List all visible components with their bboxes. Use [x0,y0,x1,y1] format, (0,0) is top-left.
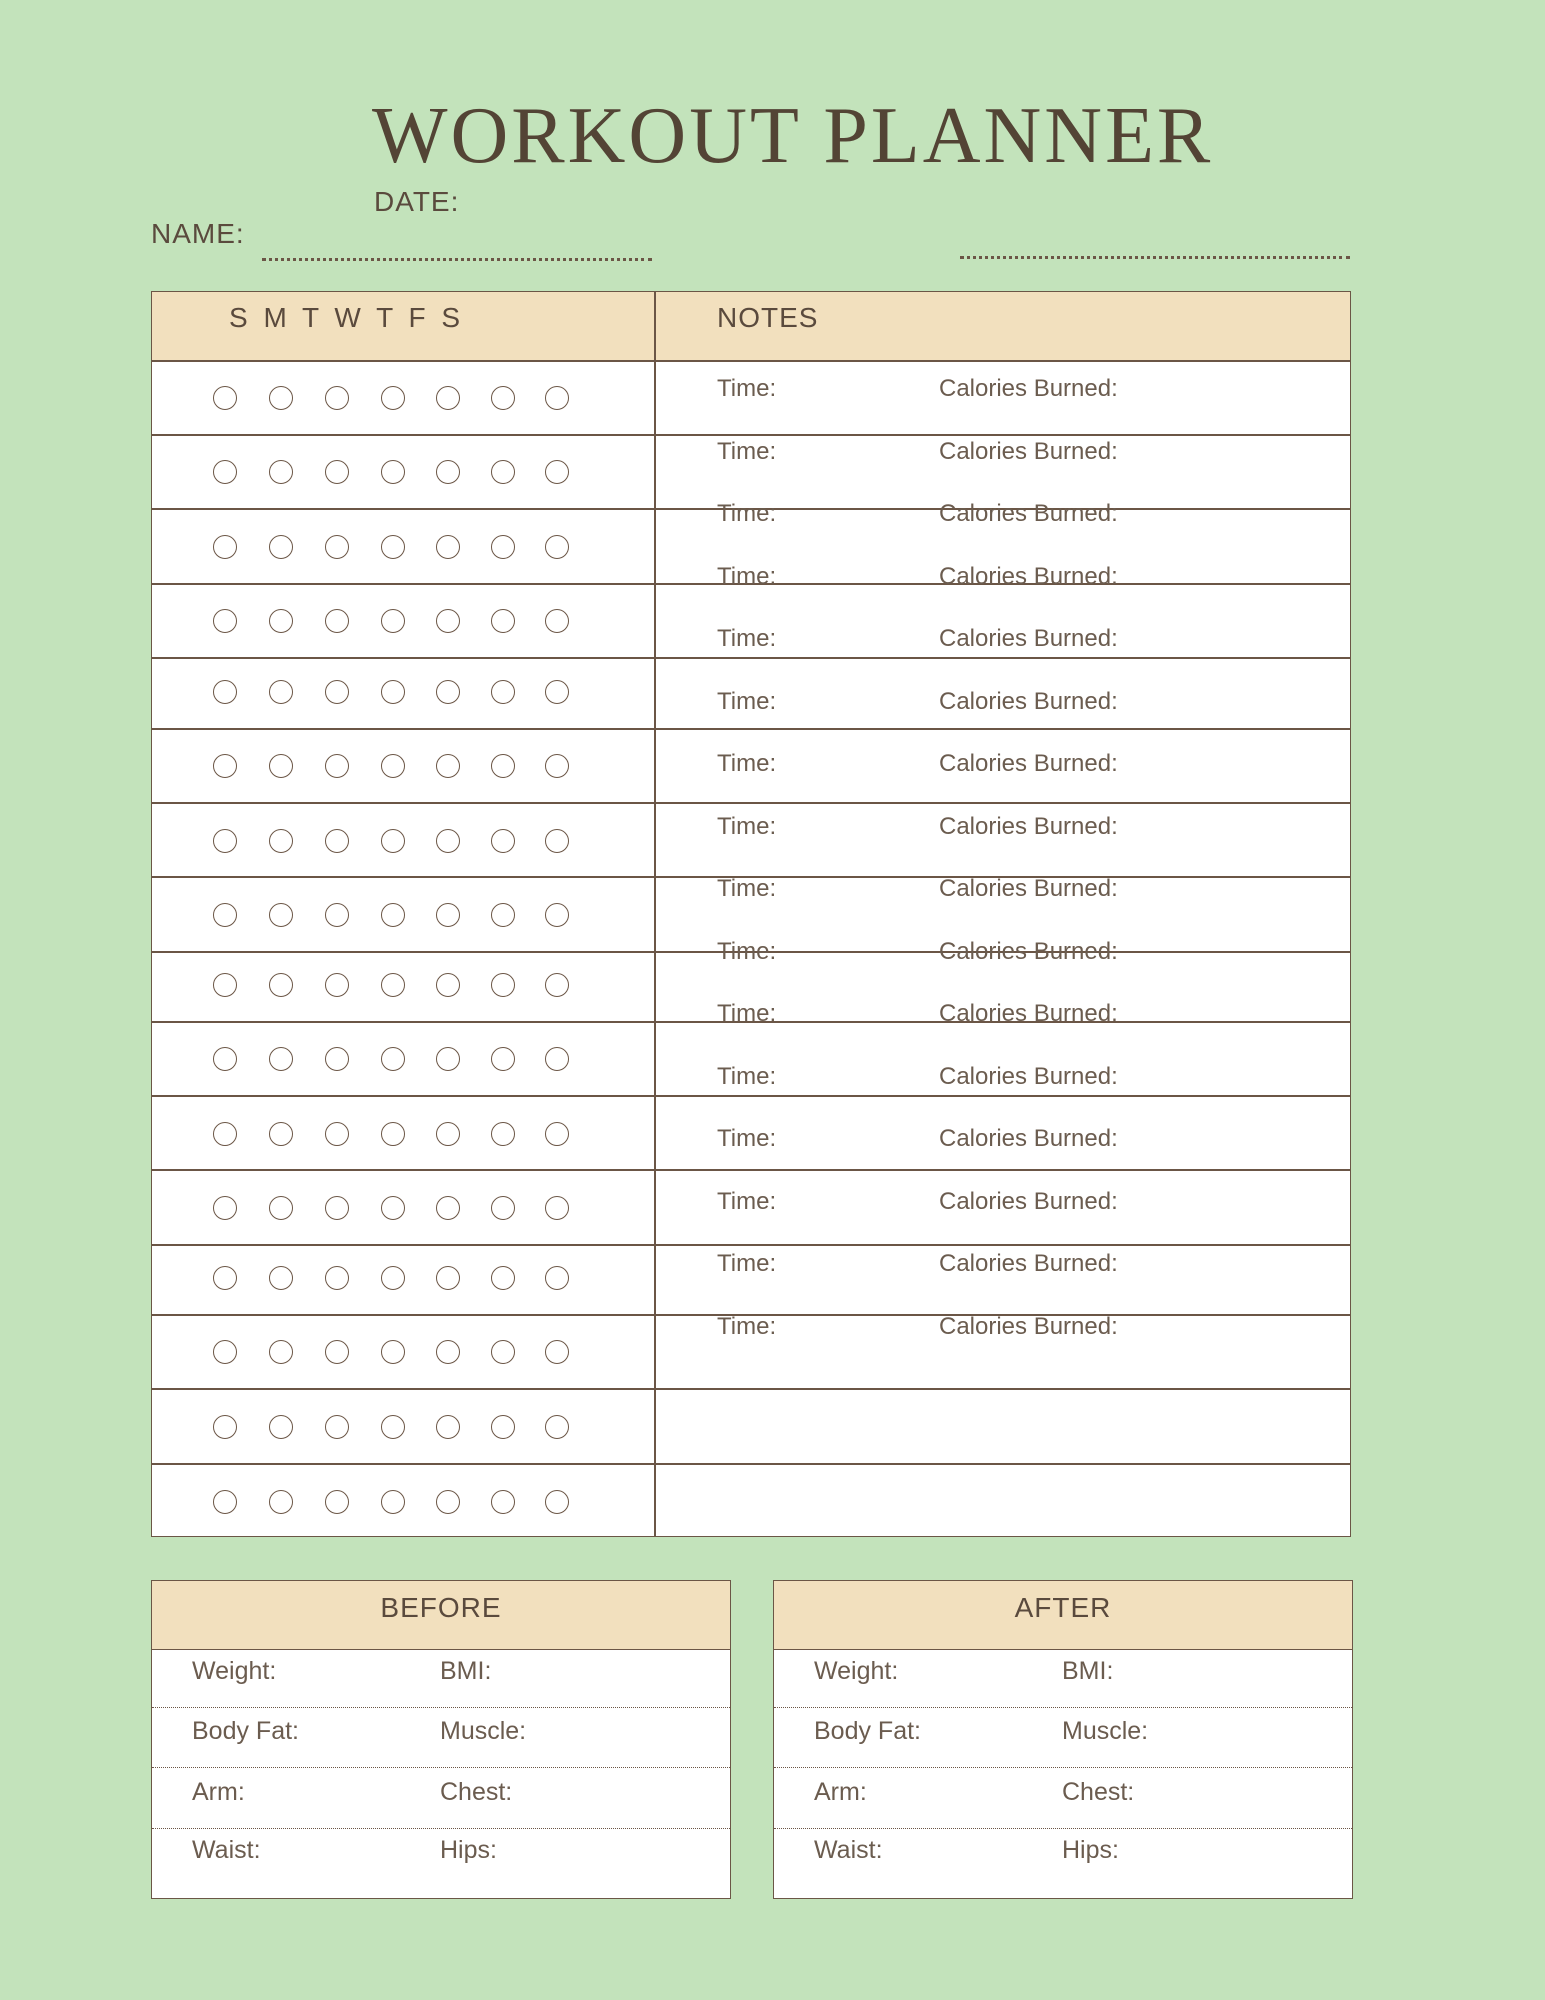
column-divider [654,292,656,1536]
day-checkbox[interactable] [213,680,237,704]
day-checkbox[interactable] [213,1340,237,1364]
note-time-label: Time: [717,438,777,465]
day-checkbox[interactable] [545,1490,569,1514]
day-checkbox[interactable] [491,1047,515,1071]
note-time-label: Time: [717,813,777,840]
day-checkbox[interactable] [269,386,293,410]
note-time-label: Time: [717,938,777,965]
day-checkbox[interactable] [491,460,515,484]
note-calories-label: Calories Burned: [939,688,1118,715]
day-checkbox[interactable] [436,1340,460,1364]
note-calories-label: Calories Burned: [939,1063,1118,1090]
day-checkbox[interactable] [545,1266,569,1290]
after-title: AFTER [774,1581,1352,1650]
day-checkbox[interactable] [325,1196,349,1220]
measurement-row [152,1828,730,1886]
measurement-label: Weight: [192,1657,277,1685]
before-card [151,1580,731,1899]
day-checkbox[interactable] [545,1415,569,1439]
day-checkbox[interactable] [213,903,237,927]
day-checkbox[interactable] [213,535,237,559]
day-checkbox[interactable] [436,460,460,484]
day-checkbox[interactable] [269,1047,293,1071]
day-checkbox[interactable] [491,680,515,704]
note-calories-label: Calories Burned: [939,500,1118,527]
measurement-label: Chest: [1062,1778,1135,1806]
day-checkbox[interactable] [213,460,237,484]
day-checkbox[interactable] [269,973,293,997]
measurement-row [774,1770,1352,1829]
day-checkbox[interactable] [269,829,293,853]
note-calories-label: Calories Burned: [939,1313,1118,1340]
row-divider [152,1095,1350,1097]
row-divider [152,1244,1350,1246]
day-checkbox[interactable] [381,1340,405,1364]
day-checkbox[interactable] [381,1196,405,1220]
note-time-label: Time: [717,563,777,590]
note-calories-label: Calories Burned: [939,1250,1118,1277]
day-checkbox[interactable] [325,1490,349,1514]
day-checkbox[interactable] [545,973,569,997]
day-checkbox[interactable] [545,1047,569,1071]
measurement-label: BMI: [440,1657,492,1685]
day-checkbox[interactable] [491,609,515,633]
measurement-label: Muscle: [1062,1717,1149,1745]
days-header: S M T W T F S [229,302,465,333]
day-checkbox[interactable] [491,1196,515,1220]
day-checkbox[interactable] [545,680,569,704]
day-checkbox[interactable] [269,1490,293,1514]
day-checkbox[interactable] [436,680,460,704]
day-checkbox[interactable] [325,609,349,633]
date-field[interactable] [960,256,1350,259]
measurement-label: Arm: [192,1778,245,1806]
day-checkbox[interactable] [436,829,460,853]
day-checkbox[interactable] [381,535,405,559]
row-divider [152,802,1350,804]
day-checkbox[interactable] [381,903,405,927]
day-checkbox[interactable] [325,973,349,997]
day-checkbox[interactable] [325,829,349,853]
day-checkbox[interactable] [213,754,237,778]
day-checkbox[interactable] [381,829,405,853]
notes-header: NOTES [717,302,819,333]
day-checkbox[interactable] [325,1047,349,1071]
note-time-label: Time: [717,1000,777,1027]
day-checkbox[interactable] [213,386,237,410]
day-checkbox[interactable] [213,829,237,853]
note-calories-label: Calories Burned: [939,750,1118,777]
measurement-row [774,1828,1352,1886]
day-checkbox[interactable] [491,1122,515,1146]
measurement-label: BMI: [1062,1657,1114,1685]
note-time-label: Time: [717,500,777,527]
measurement-label: Waist: [814,1836,883,1864]
day-checkbox[interactable] [545,386,569,410]
before-title: BEFORE [152,1581,730,1650]
measurement-label: Waist: [192,1836,261,1864]
measurement-label: Weight: [814,1657,899,1685]
day-checkbox[interactable] [213,1122,237,1146]
day-checkbox[interactable] [545,609,569,633]
day-checkbox[interactable] [545,1122,569,1146]
measurement-label: Arm: [814,1778,867,1806]
note-time-label: Time: [717,1063,777,1090]
measurement-label: Body Fat: [814,1717,921,1745]
day-checkbox[interactable] [325,680,349,704]
note-time-label: Time: [717,375,777,402]
day-checkbox[interactable] [325,1122,349,1146]
measurement-label: Hips: [440,1836,497,1864]
day-checkbox[interactable] [381,386,405,410]
day-checkbox[interactable] [269,1266,293,1290]
day-checkbox[interactable] [491,754,515,778]
day-checkbox[interactable] [491,1490,515,1514]
day-checkbox[interactable] [269,1122,293,1146]
day-checkbox[interactable] [325,460,349,484]
day-checkbox[interactable] [381,1266,405,1290]
row-divider [152,728,1350,730]
measurement-row [152,1770,730,1829]
row-divider [152,657,1350,659]
measurement-row [152,1709,730,1768]
day-checkbox[interactable] [213,1266,237,1290]
date-label: DATE: [374,186,460,217]
day-checkbox[interactable] [213,1490,237,1514]
measurement-row [774,1709,1352,1768]
day-checkbox[interactable] [545,903,569,927]
day-checkbox[interactable] [545,1340,569,1364]
day-checkbox[interactable] [436,535,460,559]
day-checkbox[interactable] [491,386,515,410]
note-time-label: Time: [717,688,777,715]
day-checkbox[interactable] [436,754,460,778]
day-checkbox[interactable] [381,1122,405,1146]
note-time-label: Time: [717,1125,777,1152]
day-checkbox[interactable] [491,535,515,559]
measurement-label: Body Fat: [192,1717,299,1745]
day-checkbox[interactable] [545,535,569,559]
day-checkbox[interactable] [381,680,405,704]
day-checkbox[interactable] [325,754,349,778]
note-calories-label: Calories Burned: [939,1125,1118,1152]
name-label: NAME: [151,218,245,249]
day-checkbox[interactable] [325,535,349,559]
note-time-label: Time: [717,625,777,652]
note-time-label: Time: [717,875,777,902]
measurement-label: Muscle: [440,1717,527,1745]
day-checkbox[interactable] [381,973,405,997]
day-checkbox[interactable] [545,460,569,484]
day-checkbox[interactable] [436,1415,460,1439]
day-checkbox[interactable] [491,1266,515,1290]
day-checkbox[interactable] [325,386,349,410]
day-checkbox[interactable] [436,386,460,410]
day-checkbox[interactable] [381,460,405,484]
day-checkbox[interactable] [381,609,405,633]
note-calories-label: Calories Burned: [939,438,1118,465]
note-calories-label: Calories Burned: [939,813,1118,840]
day-checkbox[interactable] [269,1196,293,1220]
note-calories-label: Calories Burned: [939,1000,1118,1027]
after-card [773,1580,1353,1899]
day-checkbox[interactable] [436,903,460,927]
day-checkbox[interactable] [213,1196,237,1220]
day-checkbox[interactable] [269,680,293,704]
day-checkbox[interactable] [436,1490,460,1514]
note-calories-label: Calories Burned: [939,625,1118,652]
day-checkbox[interactable] [491,973,515,997]
name-field[interactable] [262,258,652,261]
day-checkbox[interactable] [436,1047,460,1071]
day-checkbox[interactable] [545,754,569,778]
note-calories-label: Calories Burned: [939,1188,1118,1215]
day-checkbox[interactable] [325,1415,349,1439]
row-divider [152,1463,1350,1465]
row-divider [152,1169,1350,1171]
day-checkbox[interactable] [269,460,293,484]
day-checkbox[interactable] [436,609,460,633]
note-calories-label: Calories Burned: [939,563,1118,590]
day-checkbox[interactable] [545,829,569,853]
measurement-label: Chest: [440,1778,513,1806]
page-title: WORKOUT PLANNER [372,92,1214,180]
note-time-label: Time: [717,1313,777,1340]
day-checkbox[interactable] [381,754,405,778]
day-checkbox[interactable] [436,1122,460,1146]
day-checkbox[interactable] [545,1196,569,1220]
day-checkbox[interactable] [325,903,349,927]
day-checkbox[interactable] [269,535,293,559]
measurement-row [774,1649,1352,1708]
workout-tracker-table [151,291,1351,1537]
day-checkbox[interactable] [325,1266,349,1290]
day-checkbox[interactable] [213,973,237,997]
day-checkbox[interactable] [491,829,515,853]
day-checkbox[interactable] [491,903,515,927]
day-checkbox[interactable] [269,1340,293,1364]
day-checkbox[interactable] [213,609,237,633]
note-calories-label: Calories Burned: [939,375,1118,402]
note-time-label: Time: [717,1250,777,1277]
day-checkbox[interactable] [381,1415,405,1439]
day-checkbox[interactable] [269,609,293,633]
day-checkbox[interactable] [436,973,460,997]
day-checkbox[interactable] [381,1490,405,1514]
note-calories-label: Calories Burned: [939,875,1118,902]
note-time-label: Time: [717,1188,777,1215]
measurement-row [152,1649,730,1708]
day-checkbox[interactable] [491,1415,515,1439]
day-checkbox[interactable] [269,1415,293,1439]
day-checkbox[interactable] [436,1196,460,1220]
row-divider [152,360,1350,362]
row-divider [152,1388,1350,1390]
day-checkbox[interactable] [213,1415,237,1439]
note-calories-label: Calories Burned: [939,938,1118,965]
day-checkbox[interactable] [381,1047,405,1071]
table-header [152,292,1350,361]
day-checkbox[interactable] [491,1340,515,1364]
day-checkbox[interactable] [213,1047,237,1071]
measurement-label: Hips: [1062,1836,1119,1864]
day-checkbox[interactable] [325,1340,349,1364]
note-time-label: Time: [717,750,777,777]
row-divider [152,434,1350,436]
day-checkbox[interactable] [269,903,293,927]
day-checkbox[interactable] [269,754,293,778]
day-checkbox[interactable] [436,1266,460,1290]
